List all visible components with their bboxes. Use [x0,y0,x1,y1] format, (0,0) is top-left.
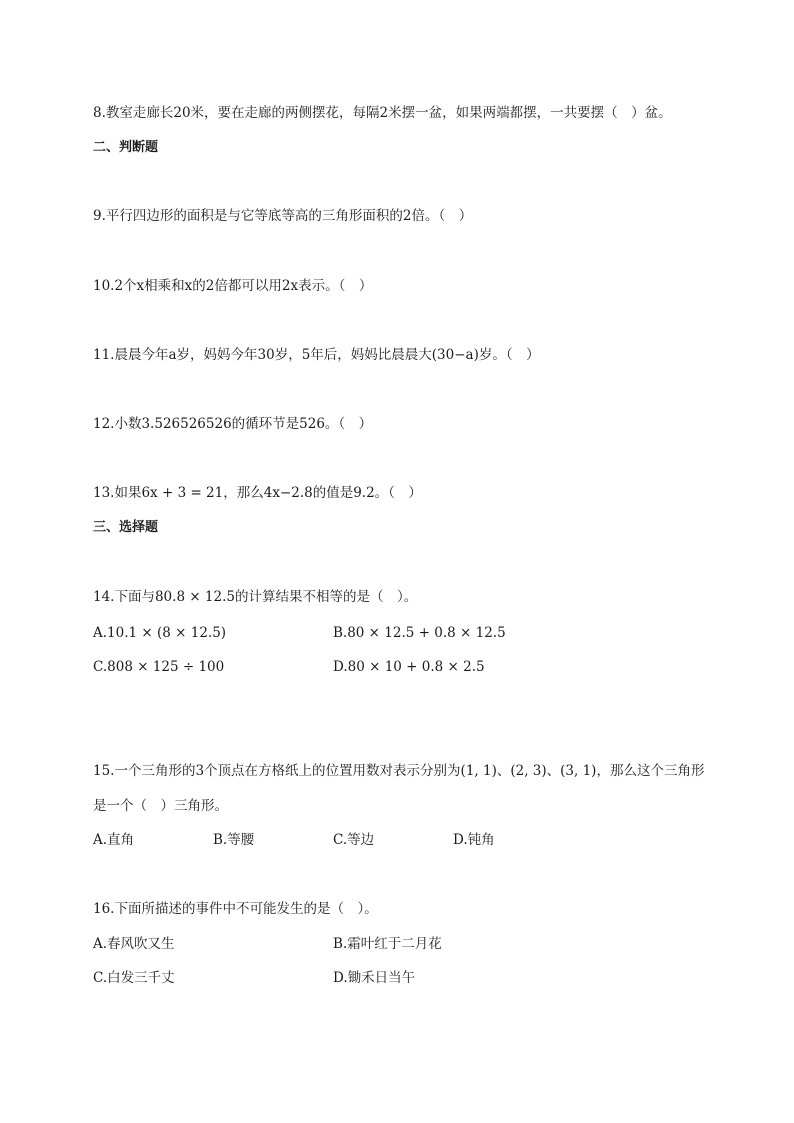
question-10-text: 10.2个x相乘和x的2倍都可以用2x表示。（ ） [93,278,373,294]
question-8-text: 8.教室走廊长20米，要在走廊的两侧摆花，每隔2米摆一盆，如果两端都摆，一共要摆（ ）盆。 [93,105,672,121]
section-choice-title: 三、选择题 [93,520,159,535]
question-11-text: 11.晨晨今年a岁，妈妈今年30岁，5年后，妈妈比晨晨大(30−a)岁。（ ） [93,347,540,363]
question-16-stem: 16.下面所描述的事件中不可能发生的是（ ）。 [93,901,378,917]
option-c: C.808 × 125 ÷ 100 [93,659,225,675]
option-a: A.春风吹又生 [93,936,175,952]
section-judgment-title: 二、判断题 [93,140,159,155]
question-15-stem-line1: 15.一个三角形的3个顶点在方格纸上的位置用数对表示分别为(1, 1)、(2, 3)、(3, 1)，那么这个三角形 [93,763,705,779]
question-9-text: 9.平行四边形的面积是与它等底等高的三角形面积的2倍。（ ） [93,208,473,224]
question-13-text: 13.如果6x + 3 = 21，那么4x−2.8的值是9.2。（ ） [93,485,422,501]
question-12-text: 12.小数3.526526526的循环节是526。（ ） [93,416,373,432]
option-b: B.霜叶红于二月花 [333,936,442,952]
option-d: D.80 × 10 + 0.8 × 2.5 [333,659,485,675]
option-b: B.等腰 [213,832,255,848]
option-c: C.等边 [333,832,375,848]
option-a: A.10.1 × (8 × 12.5) [93,625,227,641]
question-14-stem: 14.下面与80.8 × 12.5的计算结果不相等的是（ ）。 [93,589,418,605]
option-d: D.钝角 [453,832,495,848]
question-15-stem-line2: 是一个（ ）三角形。 [93,798,228,814]
option-a: A.直角 [93,832,135,848]
option-b: B.80 × 12.5 + 0.8 × 12.5 [333,625,506,641]
option-d: D.锄禾日当午 [333,970,416,986]
option-c: C.白发三千丈 [93,970,175,986]
